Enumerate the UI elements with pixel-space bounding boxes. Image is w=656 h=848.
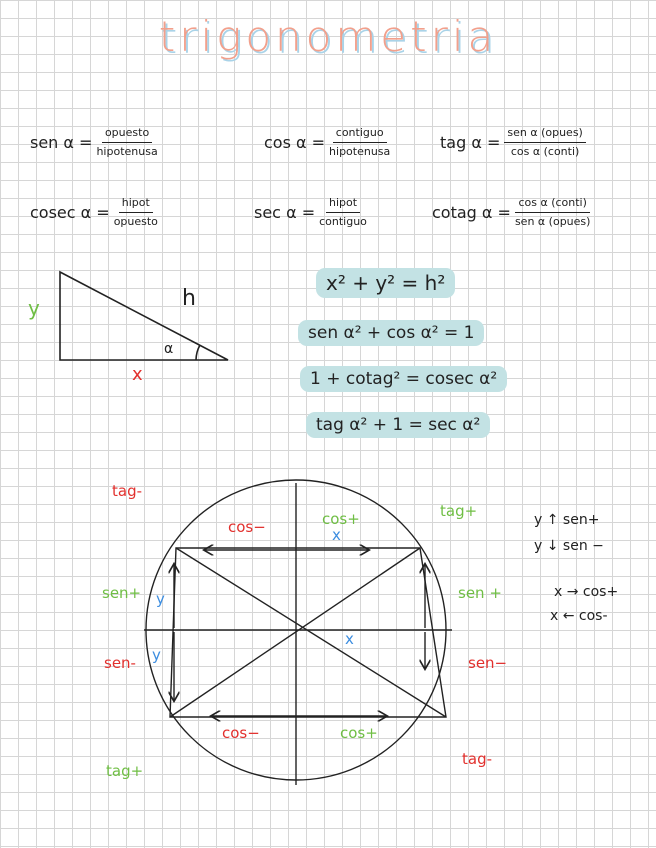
label-sen-minus-left: sen- [104, 654, 136, 672]
formula-tag-num: sen α (opues) [504, 126, 585, 143]
label-tag-plus-tr: tag+ [440, 502, 478, 520]
label-sen-plus-left: sen+ [102, 584, 142, 602]
formula-sec-num: hipot [326, 196, 360, 213]
label-cos-plus-top: cos+ [322, 510, 360, 528]
label-tag-minus-br: tag- [462, 750, 493, 768]
formula-sen-num: opuesto [102, 126, 152, 143]
formula-cos-den: hipotenusa [329, 145, 391, 158]
formula-sec-den: contiguo [319, 215, 367, 228]
triangle-label-alpha: α [164, 341, 174, 357]
formula-cosec-num: hipot [119, 196, 153, 213]
formula-cos-num: contiguo [333, 126, 387, 143]
label-tag-plus-bl: tag+ [106, 762, 144, 780]
triangle-label-y: y [28, 296, 40, 320]
triangle-label-h: h [182, 286, 196, 311]
identity-sin-cos: sen α² + cos α² = 1 [298, 320, 484, 346]
label-y-upper: y [156, 590, 165, 608]
triangle-label-x: x [132, 364, 143, 385]
identity-pythagoras: x² + y² = h² [316, 268, 455, 298]
formula-sen-den: hipotenusa [96, 145, 158, 158]
unit-circle [144, 480, 452, 785]
right-triangle [60, 272, 228, 360]
legend-y-up: y ↑ sen+ [534, 512, 600, 528]
label-sen-minus-right: sen− [468, 654, 508, 672]
formula-sen-lhs: sen α = [30, 133, 93, 152]
label-cos-plus-bottom: cos+ [340, 724, 378, 742]
legend-x-right: x → cos+ [554, 584, 619, 600]
direction-arrows [174, 550, 425, 716]
legend-x-left: x ← cos- [550, 608, 608, 624]
formula-cosec-den: opuesto [113, 215, 158, 228]
label-x-mid: x [345, 630, 354, 648]
label-sen-plus-right: sen + [458, 584, 502, 602]
formula-cotag-num: cos α (conti) [515, 196, 589, 213]
label-cos-minus-top: cos− [228, 518, 266, 536]
identity-cotag-cosec: 1 + cotag² = cosec α² [300, 366, 507, 392]
formula-tag-lhs: tag α = [440, 133, 501, 152]
label-tag-minus-tl: tag- [112, 482, 143, 500]
formula-cos-lhs: cos α = [264, 133, 326, 152]
identity-tag-sec: tag α² + 1 = sec α² [306, 412, 490, 438]
label-y-lower: y [152, 646, 161, 664]
formula-cotag-den: sen α (opues) [514, 215, 591, 228]
formula-tag-den: cos α (conti) [510, 145, 580, 158]
page-title: trigonometria [158, 12, 498, 61]
formula-cotag-lhs: cotag α = [432, 203, 511, 222]
formula-sec-lhs: sec α = [254, 203, 316, 222]
label-cos-minus-bottom: cos− [222, 724, 260, 742]
label-x-top: x [332, 526, 341, 544]
formula-cosec-lhs: cosec α = [30, 203, 110, 222]
legend-y-down: y ↓ sen − [534, 538, 604, 554]
